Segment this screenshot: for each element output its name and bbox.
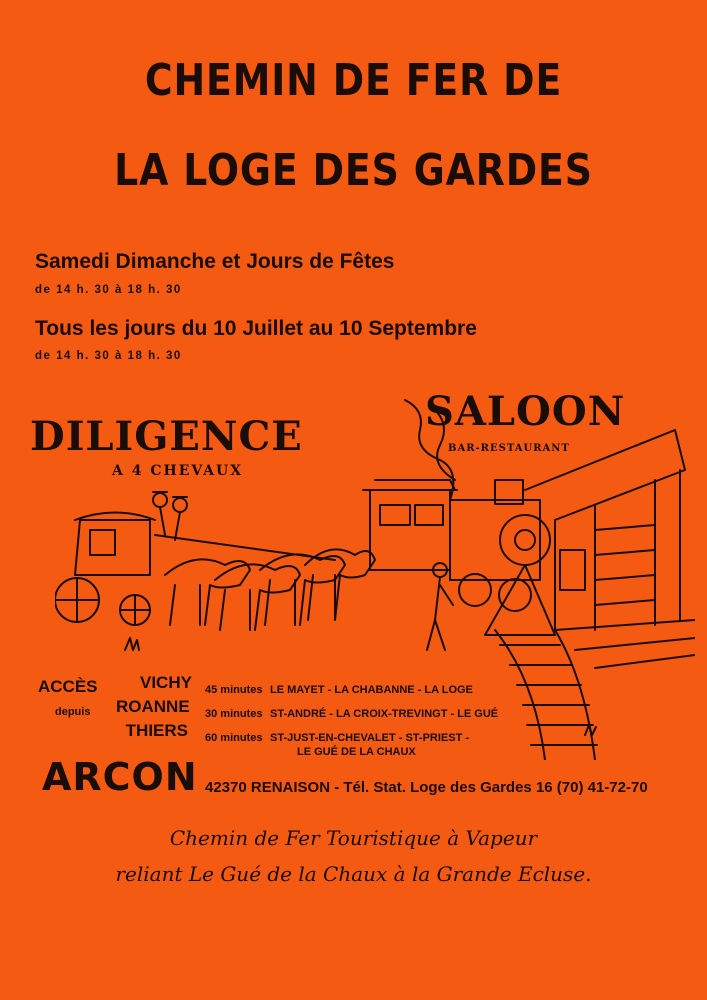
route-time-2: 30 minutes bbox=[205, 708, 263, 720]
route-path-2: ST-ANDRÉ - LA CROIX-TREVINGT - LE GUÉ bbox=[270, 708, 499, 720]
route-path-3: ST-JUST-EN-CHEVALET - ST-PRIEST - bbox=[270, 732, 470, 744]
route-time-1: 45 minutes bbox=[205, 684, 263, 696]
diligence-title: DILIGENCE bbox=[30, 413, 303, 460]
schedule-weekend-hours: de 14 h. 30 à 18 h. 30 bbox=[35, 284, 182, 296]
route-path-3b: LE GUÉ DE LA CHAUX bbox=[297, 746, 416, 758]
smoke-icon bbox=[405, 400, 453, 500]
schedule-weekend: Samedi Dimanche et Jours de Fêtes bbox=[35, 250, 395, 273]
access-from-label: depuis bbox=[55, 706, 91, 718]
tagline-line2: reliant Le Gué de la Chaux à la Grande Ecluse. bbox=[115, 862, 592, 886]
location-name: ARCON bbox=[42, 755, 198, 799]
tagline-line1: Chemin de Fer Touristique à Vapeur bbox=[169, 826, 538, 850]
saloon-title: SALOON bbox=[425, 388, 626, 435]
schedule-summer: Tous les jours du 10 Juillet au 10 Septembre bbox=[35, 317, 477, 340]
access-label: ACCÈS bbox=[38, 677, 98, 696]
access-city-thiers: THIERS bbox=[125, 721, 188, 740]
route-path-1: LE MAYET - LA CHABANNE - LA LOGE bbox=[270, 684, 473, 696]
route-time-3: 60 minutes bbox=[205, 732, 263, 744]
schedule-summer-hours: de 14 h. 30 à 18 h. 30 bbox=[35, 350, 182, 362]
poster-title-line1: CHEMIN DE FER DE bbox=[144, 55, 563, 106]
access-city-roanne: ROANNE bbox=[116, 697, 190, 716]
access-city-vichy: VICHY bbox=[140, 673, 192, 692]
diligence-subtitle: A 4 CHEVAUX bbox=[112, 463, 244, 479]
saloon-roof-icon bbox=[525, 430, 685, 520]
stagecoach-icon bbox=[75, 520, 150, 575]
train-car-icon bbox=[370, 490, 450, 570]
horses-icon bbox=[165, 549, 375, 630]
saloon-subtitle: BAR-RESTAURANT bbox=[448, 443, 570, 454]
poster-title-line2: LA LOGE DES GARDES bbox=[114, 145, 593, 196]
location-address: 42370 RENAISON - Tél. Stat. Loge des Gardes 16 (70) 41-72-70 bbox=[205, 779, 648, 796]
